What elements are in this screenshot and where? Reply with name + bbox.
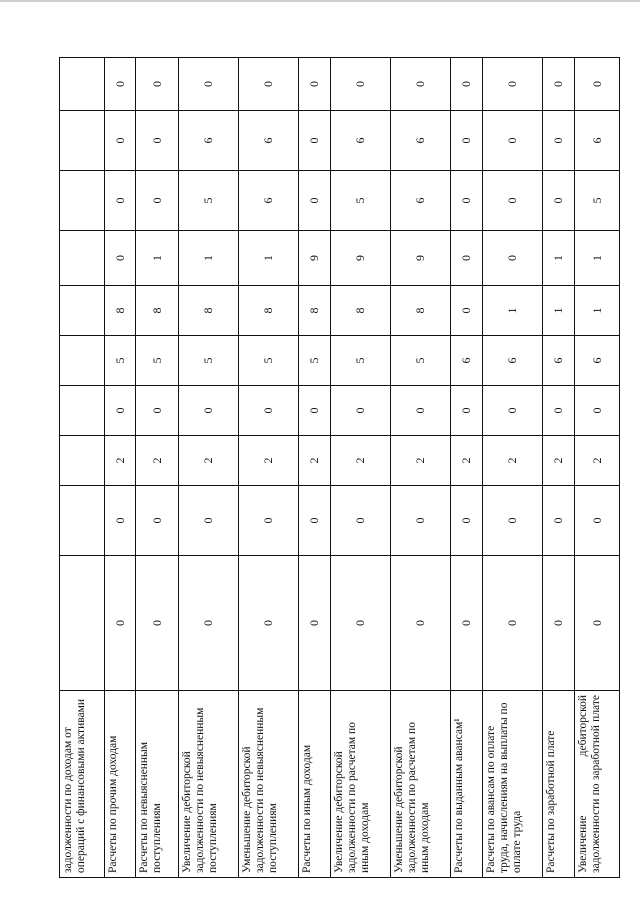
code-digit-cell: 2	[543, 436, 575, 486]
code-digit-cell: 2	[136, 436, 179, 486]
table-row	[331, 58, 391, 878]
code-digit-cell: 6	[543, 336, 575, 386]
code-digit-cell: 0	[451, 171, 483, 231]
code-digit-cell: 2	[391, 436, 451, 486]
code-digit-cell: 0	[391, 556, 451, 691]
code-digit-cell: 0	[331, 556, 391, 691]
code-digit-cell: 6	[391, 171, 451, 231]
code-digit-cell: 6	[451, 336, 483, 386]
code-digit-cell: 0	[575, 556, 620, 691]
rotated-table-wrapper	[59, 58, 604, 878]
code-digit-cell: 5	[391, 336, 451, 386]
code-digit-cell: 0	[105, 231, 136, 286]
row-label: Расчеты по иным доходам	[299, 691, 331, 878]
code-digit-cell: 6	[239, 171, 299, 231]
code-digit-cell: 0	[179, 486, 239, 556]
code-digit-cell: 8	[136, 286, 179, 336]
code-digit-cell: 1	[136, 231, 179, 286]
code-digit-cell: 0	[483, 231, 543, 286]
code-digit-cell: 0	[105, 111, 136, 171]
code-digit-cell: 0	[136, 556, 179, 691]
row-label: Увеличение дебиторской задолженности по расчетам по иным доходам	[331, 691, 391, 878]
code-digit-cell: 0	[239, 556, 299, 691]
code-digit-cell: 5	[105, 336, 136, 386]
code-digit-cell: 8	[239, 286, 299, 336]
top-rule	[0, 0, 640, 2]
code-digit-cell: 0	[451, 231, 483, 286]
code-digit-cell: 6	[575, 111, 620, 171]
code-digit-cell: 1	[575, 231, 620, 286]
code-digit-cell: 8	[331, 286, 391, 336]
code-digit-cell: 0	[483, 58, 543, 111]
code-digit-cell: 0	[239, 386, 299, 436]
row-label: Увеличение дебиторской задолженности по невыясненным поступлениям	[179, 691, 239, 878]
code-digit-cell	[60, 336, 105, 386]
code-digit-cell: 0	[136, 111, 179, 171]
code-digit-cell: 1	[179, 231, 239, 286]
code-digit-cell: 0	[451, 556, 483, 691]
code-digit-cell: 0	[543, 386, 575, 436]
code-digit-cell: 8	[105, 286, 136, 336]
code-digit-cell: 0	[483, 556, 543, 691]
row-label: Расчеты по выданным авансам¹	[451, 691, 483, 878]
code-digit-cell: 6	[483, 336, 543, 386]
code-digit-cell: 0	[331, 386, 391, 436]
row-label: Расчеты по авансам по оплате труда, начислениям на выплаты по оплате труда	[483, 691, 543, 878]
code-digit-cell: 0	[105, 58, 136, 111]
code-digit-cell	[60, 286, 105, 336]
code-digit-cell: 9	[331, 231, 391, 286]
code-digit-cell: 0	[299, 486, 331, 556]
table-row	[451, 58, 483, 878]
code-digit-cell: 0	[391, 486, 451, 556]
code-digit-cell: 0	[136, 171, 179, 231]
code-digit-cell: 0	[136, 58, 179, 111]
row-label: Уменьшение дебиторской задолженности по расчетам по иным доходам	[391, 691, 451, 878]
code-digit-cell: 0	[543, 58, 575, 111]
code-digit-cell: 0	[543, 171, 575, 231]
code-digit-cell: 0	[105, 486, 136, 556]
code-digit-cell: 0	[136, 486, 179, 556]
code-digit-cell: 0	[483, 386, 543, 436]
code-digit-cell	[60, 231, 105, 286]
code-digit-cell: 0	[543, 486, 575, 556]
code-digit-cell: 2	[239, 436, 299, 486]
code-digit-cell: 0	[105, 556, 136, 691]
row-label: Расчеты по невыясненным поступлениям	[136, 691, 179, 878]
code-digit-cell: 5	[299, 336, 331, 386]
table-row	[299, 58, 331, 878]
code-digit-cell: 0	[239, 58, 299, 111]
code-digit-cell: 0	[483, 171, 543, 231]
code-digit-cell: 0	[575, 58, 620, 111]
table-row	[179, 58, 239, 878]
code-digit-cell: 1	[543, 286, 575, 336]
code-digit-cell: 8	[391, 286, 451, 336]
code-digit-cell: 6	[179, 111, 239, 171]
code-digit-cell: 2	[299, 436, 331, 486]
code-digit-cell	[60, 111, 105, 171]
table-row	[543, 58, 575, 878]
code-digit-cell: 2	[451, 436, 483, 486]
code-digit-cell	[60, 556, 105, 691]
code-digit-cell: 0	[136, 386, 179, 436]
code-digit-cell: 0	[451, 58, 483, 111]
code-digit-cell: 0	[331, 58, 391, 111]
code-digit-cell: 2	[483, 436, 543, 486]
code-digit-cell: 9	[299, 231, 331, 286]
code-digit-cell: 5	[239, 336, 299, 386]
code-digit-cell: 2	[331, 436, 391, 486]
code-digit-cell: 5	[179, 171, 239, 231]
code-digit-cell: 5	[179, 336, 239, 386]
accounts-table	[59, 57, 620, 878]
table-row	[136, 58, 179, 878]
code-digit-cell: 6	[391, 111, 451, 171]
code-digit-cell: 9	[391, 231, 451, 286]
code-digit-cell: 0	[575, 486, 620, 556]
code-digit-cell: 5	[575, 171, 620, 231]
code-digit-cell: 0	[451, 486, 483, 556]
table-row	[60, 58, 105, 878]
code-digit-cell	[60, 171, 105, 231]
table-row	[483, 58, 543, 878]
code-digit-cell: 0	[299, 386, 331, 436]
code-digit-cell	[60, 58, 105, 111]
table-row	[239, 58, 299, 878]
table-row	[575, 58, 620, 878]
code-digit-cell: 1	[575, 286, 620, 336]
code-digit-cell: 0	[179, 58, 239, 111]
row-label: Увеличение дебиторской задолженности по заработной плате	[575, 691, 620, 878]
code-digit-cell: 6	[331, 111, 391, 171]
code-digit-cell: 0	[331, 486, 391, 556]
row-label: Уменьшение дебиторской задолженности по невыясненным поступлениям	[239, 691, 299, 878]
code-digit-cell: 0	[391, 386, 451, 436]
table-row	[105, 58, 136, 878]
code-digit-cell: 8	[299, 286, 331, 336]
code-digit-cell: 1	[543, 231, 575, 286]
code-digit-cell: 0	[543, 556, 575, 691]
code-digit-cell	[60, 436, 105, 486]
code-digit-cell: 8	[179, 286, 239, 336]
code-digit-cell: 0	[299, 111, 331, 171]
code-digit-cell: 0	[391, 58, 451, 111]
row-label: Расчеты по заработной плате	[543, 691, 575, 878]
code-digit-cell: 6	[239, 111, 299, 171]
code-digit-cell: 0	[299, 171, 331, 231]
row-label: задолженности по доходам от операций с финансовыми активами	[60, 691, 105, 878]
code-digit-cell: 0	[299, 556, 331, 691]
code-digit-cell: 1	[239, 231, 299, 286]
code-digit-cell: 0	[451, 286, 483, 336]
code-digit-cell: 0	[179, 556, 239, 691]
code-digit-cell: 6	[575, 336, 620, 386]
code-digit-cell: 0	[239, 486, 299, 556]
row-label: Расчеты по прочим доходам	[105, 691, 136, 878]
code-digit-cell: 5	[331, 171, 391, 231]
code-digit-cell: 2	[575, 436, 620, 486]
code-digit-cell: 0	[299, 58, 331, 111]
code-digit-cell: 5	[136, 336, 179, 386]
code-digit-cell: 0	[543, 111, 575, 171]
code-digit-cell: 0	[483, 486, 543, 556]
code-digit-cell: 0	[575, 386, 620, 436]
code-digit-cell: 0	[483, 111, 543, 171]
code-digit-cell: 0	[105, 386, 136, 436]
code-digit-cell: 2	[105, 436, 136, 486]
code-digit-cell: 0	[105, 171, 136, 231]
code-digit-cell	[60, 386, 105, 436]
code-digit-cell: 0	[451, 386, 483, 436]
code-digit-cell: 5	[331, 336, 391, 386]
code-digit-cell	[60, 486, 105, 556]
code-digit-cell: 0	[451, 111, 483, 171]
table-body	[60, 58, 620, 878]
code-digit-cell: 1	[483, 286, 543, 336]
code-digit-cell: 2	[179, 436, 239, 486]
code-digit-cell: 0	[179, 386, 239, 436]
table-row	[391, 58, 451, 878]
